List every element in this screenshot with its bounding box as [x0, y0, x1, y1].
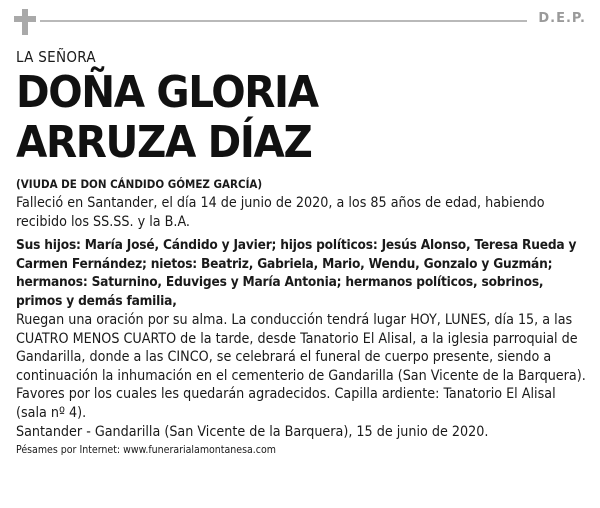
widow-subtitle: (VIUDA DE DON CÁNDIDO GÓMEZ GARCÍA)	[16, 177, 263, 191]
notice-header	[0, 0, 600, 40]
place-date-line: Santander - Gandarilla (San Vicente de la Barquera), 15 de junio de 2020.	[16, 424, 489, 440]
family-paragraph: Sus hijos: María José, Cándido y Javier; hijos políticos: Jesús Alonso, Teresa Rueda y Carmen Fernández; nietos: Beatriz, Gabriela, Mario, Wendu, Gonzalo y Guzmán; hermanos: Saturnino, Eduviges y María Antonia; hermanos políticos, sobrinos, primos y demás familia,	[16, 237, 577, 309]
deceased-name-line-1: DOÑA GLORIA	[16, 67, 318, 118]
condolences-footer: Pésames por Internet: www.funerarialamontanesa.com	[16, 443, 276, 456]
header-divider	[40, 20, 527, 22]
obituary-body	[16, 48, 586, 456]
cross-horizontal-bar	[14, 16, 36, 22]
title-prefix: LA SEÑORA	[16, 48, 96, 66]
dep-label: D.E.P.	[538, 11, 586, 26]
death-paragraph: Falleció en Santander, el día 14 de junio de 2020, a los 85 años de edad, habiendo recibido los SS.SS. y la B.A.	[16, 195, 545, 230]
deceased-name-line-2: ARRUZA DÍAZ	[16, 117, 312, 168]
cross-vertical-bar	[22, 9, 28, 35]
ceremony-paragraph: Ruegan una oración por su alma. La conducción tendrá lugar HOY, LUNES, día 15, a las CUATRO MENOS CUARTO de la tarde, desde Tanatorio El Alisal, a la iglesia parroquial de Gandarilla, donde a las CINCO, se celebrará el funeral de cuerpo presente, siendo a continuación la inhumación en el cementerio de Gandarilla (San Vicente de la Barquera). Favores por los cuales les quedarán agradecidos. Capilla ardiente: Tanatorio El Alisal (sala nº 4).	[16, 312, 586, 421]
cross-icon	[14, 9, 36, 35]
